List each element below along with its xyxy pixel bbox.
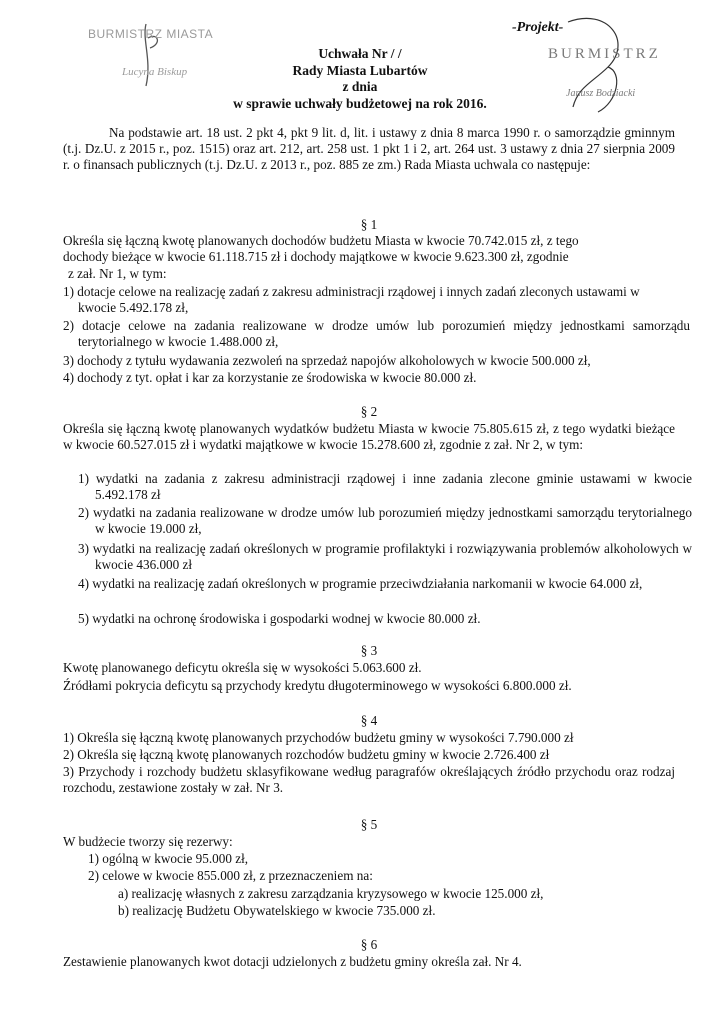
section-heading: § 2 bbox=[360, 404, 378, 419]
stamp-title: BURMISTRZ bbox=[548, 46, 661, 62]
grants-summary: Zestawienie planowanych kwot dotacji udzielonych z budżetu gminy określa zał. Nr 4. bbox=[63, 954, 522, 969]
reserves-intro: W budżecie tworzy się rezerwy: bbox=[63, 834, 233, 849]
section-heading: § 1 bbox=[360, 217, 378, 232]
list-item: 2) Określa się łączną kwotę planowanych rozchodów budżetu gminy w kwocie 2.726.400 zł bbox=[63, 747, 550, 762]
title-date: z dnia bbox=[342, 79, 378, 94]
list-item: 3) dochody z tytułu wydawania zezwoleń na sprzedaż napojów alkoholowych w kwocie 500.000 zł, bbox=[63, 353, 591, 368]
s2-intro: Określa się łączną kwotę planowanych wydatków budżetu Miasta w kwocie 75.805.615 zł, z tego wydatki bieżące w kwocie 60.527.015 zł i wydatki majątkowe w kwocie 15.278.600 zł, zgodnie z zał. Nr 2, w tym: bbox=[63, 421, 675, 452]
section-heading: § 4 bbox=[360, 713, 378, 728]
draft-label: -Projekt- bbox=[512, 20, 564, 35]
stamp-signer: Lucyna Biskup bbox=[122, 66, 188, 78]
title-subject: w sprawie uchwały budżetowej na rok 2016. bbox=[233, 95, 487, 111]
list-item: 1) wydatki na zadania z zakresu administracji rządowej i inne zadania zlecone gminie ustawami w kwocie 5.492.178 zł bbox=[78, 471, 692, 502]
section-heading: § 6 bbox=[360, 937, 378, 952]
stamp-signer: Janusz Bodziacki bbox=[566, 88, 636, 99]
preamble: Na podstawie art. 18 ust. 2 pkt 4, pkt 9 lit. d, lit. i ustawy z dnia 8 marca 1990 r. o samorządzie gminnym (t.j. Dz.U. z 2015 r., poz. 1515) oraz art. 212, art. 258 ust. 1 pkt 1 i 2, art. 264 ust. 3 ustawy z dnia 27 sierpnia 2009 r. o finansach publicznych (t.j. Dz.U. z 2013 r., poz. 885 ze zm.) Rada Miasta uchwala co następuje: bbox=[63, 125, 675, 172]
section-heading: § 5 bbox=[360, 817, 378, 832]
s1-intro-line: Określa się łączną kwotę planowanych dochodów budżetu Miasta w kwocie 70.742.015 zł, z tego bbox=[63, 233, 579, 248]
title-council: Rady Miasta Lubartów bbox=[292, 62, 428, 78]
list-item: 2) celowe w kwocie 855.000 zł, z przeznaczeniem na: bbox=[88, 868, 373, 883]
list-item: 4) wydatki na realizację zadań określonych w programie przeciwdziałania narkomanii w kwocie 64.000 zł, bbox=[78, 576, 643, 591]
list-item: 1) Określa się łączną kwotę planowanych przychodów budżetu gminy w wysokości 7.790.000 zł bbox=[63, 730, 574, 745]
stamp-title: BURMISTRZ MIASTA bbox=[88, 27, 214, 41]
list-item: 2) wydatki na zadania realizowane w drodze umów lub porozumień między jednostkami samorządu terytorialnego w kwocie 19.000 zł, bbox=[78, 505, 692, 536]
list-item: 3) Przychody i rozchody budżetu sklasyfikowane według paragrafów określających źródło przychodu oraz rodzaj rozchodu, zestawione zostały w zał. Nr 3. bbox=[63, 764, 675, 795]
list-item: b) realizację Budżetu Obywatelskiego w kwocie 735.000 zł. bbox=[118, 903, 436, 918]
s1-intro-line: z zał. Nr 1, w tym: bbox=[68, 266, 167, 281]
section-heading: § 3 bbox=[360, 643, 378, 658]
list-item: 1) ogólną w kwocie 95.000 zł, bbox=[88, 851, 249, 866]
deficit-source-line: Źródłami pokrycia deficytu są przychody kredytu długoterminowego w wysokości 6.800.000 zł. bbox=[63, 678, 572, 693]
burmistrz-stamp bbox=[548, 46, 698, 106]
signature-loop-icon bbox=[538, 12, 658, 122]
list-item: 3) wydatki na realizację zadań określonych w programie profilaktyki i rozwiązywania problemów alkoholowych w kwocie 436.000 zł bbox=[78, 541, 692, 572]
list-item: 5) wydatki na ochronę środowiska i gospodarki wodnej w kwocie 80.000 zł. bbox=[78, 611, 481, 626]
s1-intro-line: dochody bieżące w kwocie 61.118.715 zł i dochody majątkowe w kwocie 9.623.300 zł, zgodnie bbox=[63, 249, 569, 264]
list-item: 1) dotacje celowe na realizację zadań z zakresu administracji rządowej i innych zadań zleconych ustawami w kwocie 5.492.178 zł, bbox=[63, 284, 640, 315]
list-item: 2) dotacje celowe na zadania realizowane w drodze umów lub porozumień między jednostkami samorządu terytorialnego w kwocie 1.488.000 zł, bbox=[63, 318, 690, 349]
deficit-line: Kwotę planowanego deficytu określa się w wysokości 5.063.600 zł. bbox=[63, 660, 422, 675]
title-number: Uchwała Nr / / bbox=[318, 46, 402, 61]
resolution-title bbox=[200, 46, 520, 112]
list-item: a) realizację własnych z zakresu zarządzania kryzysowego w kwocie 125.000 zł, bbox=[118, 886, 544, 901]
list-item: 4) dochody z tyt. opłat i kar za korzystanie ze środowiska w kwocie 80.000 zł. bbox=[63, 370, 477, 385]
